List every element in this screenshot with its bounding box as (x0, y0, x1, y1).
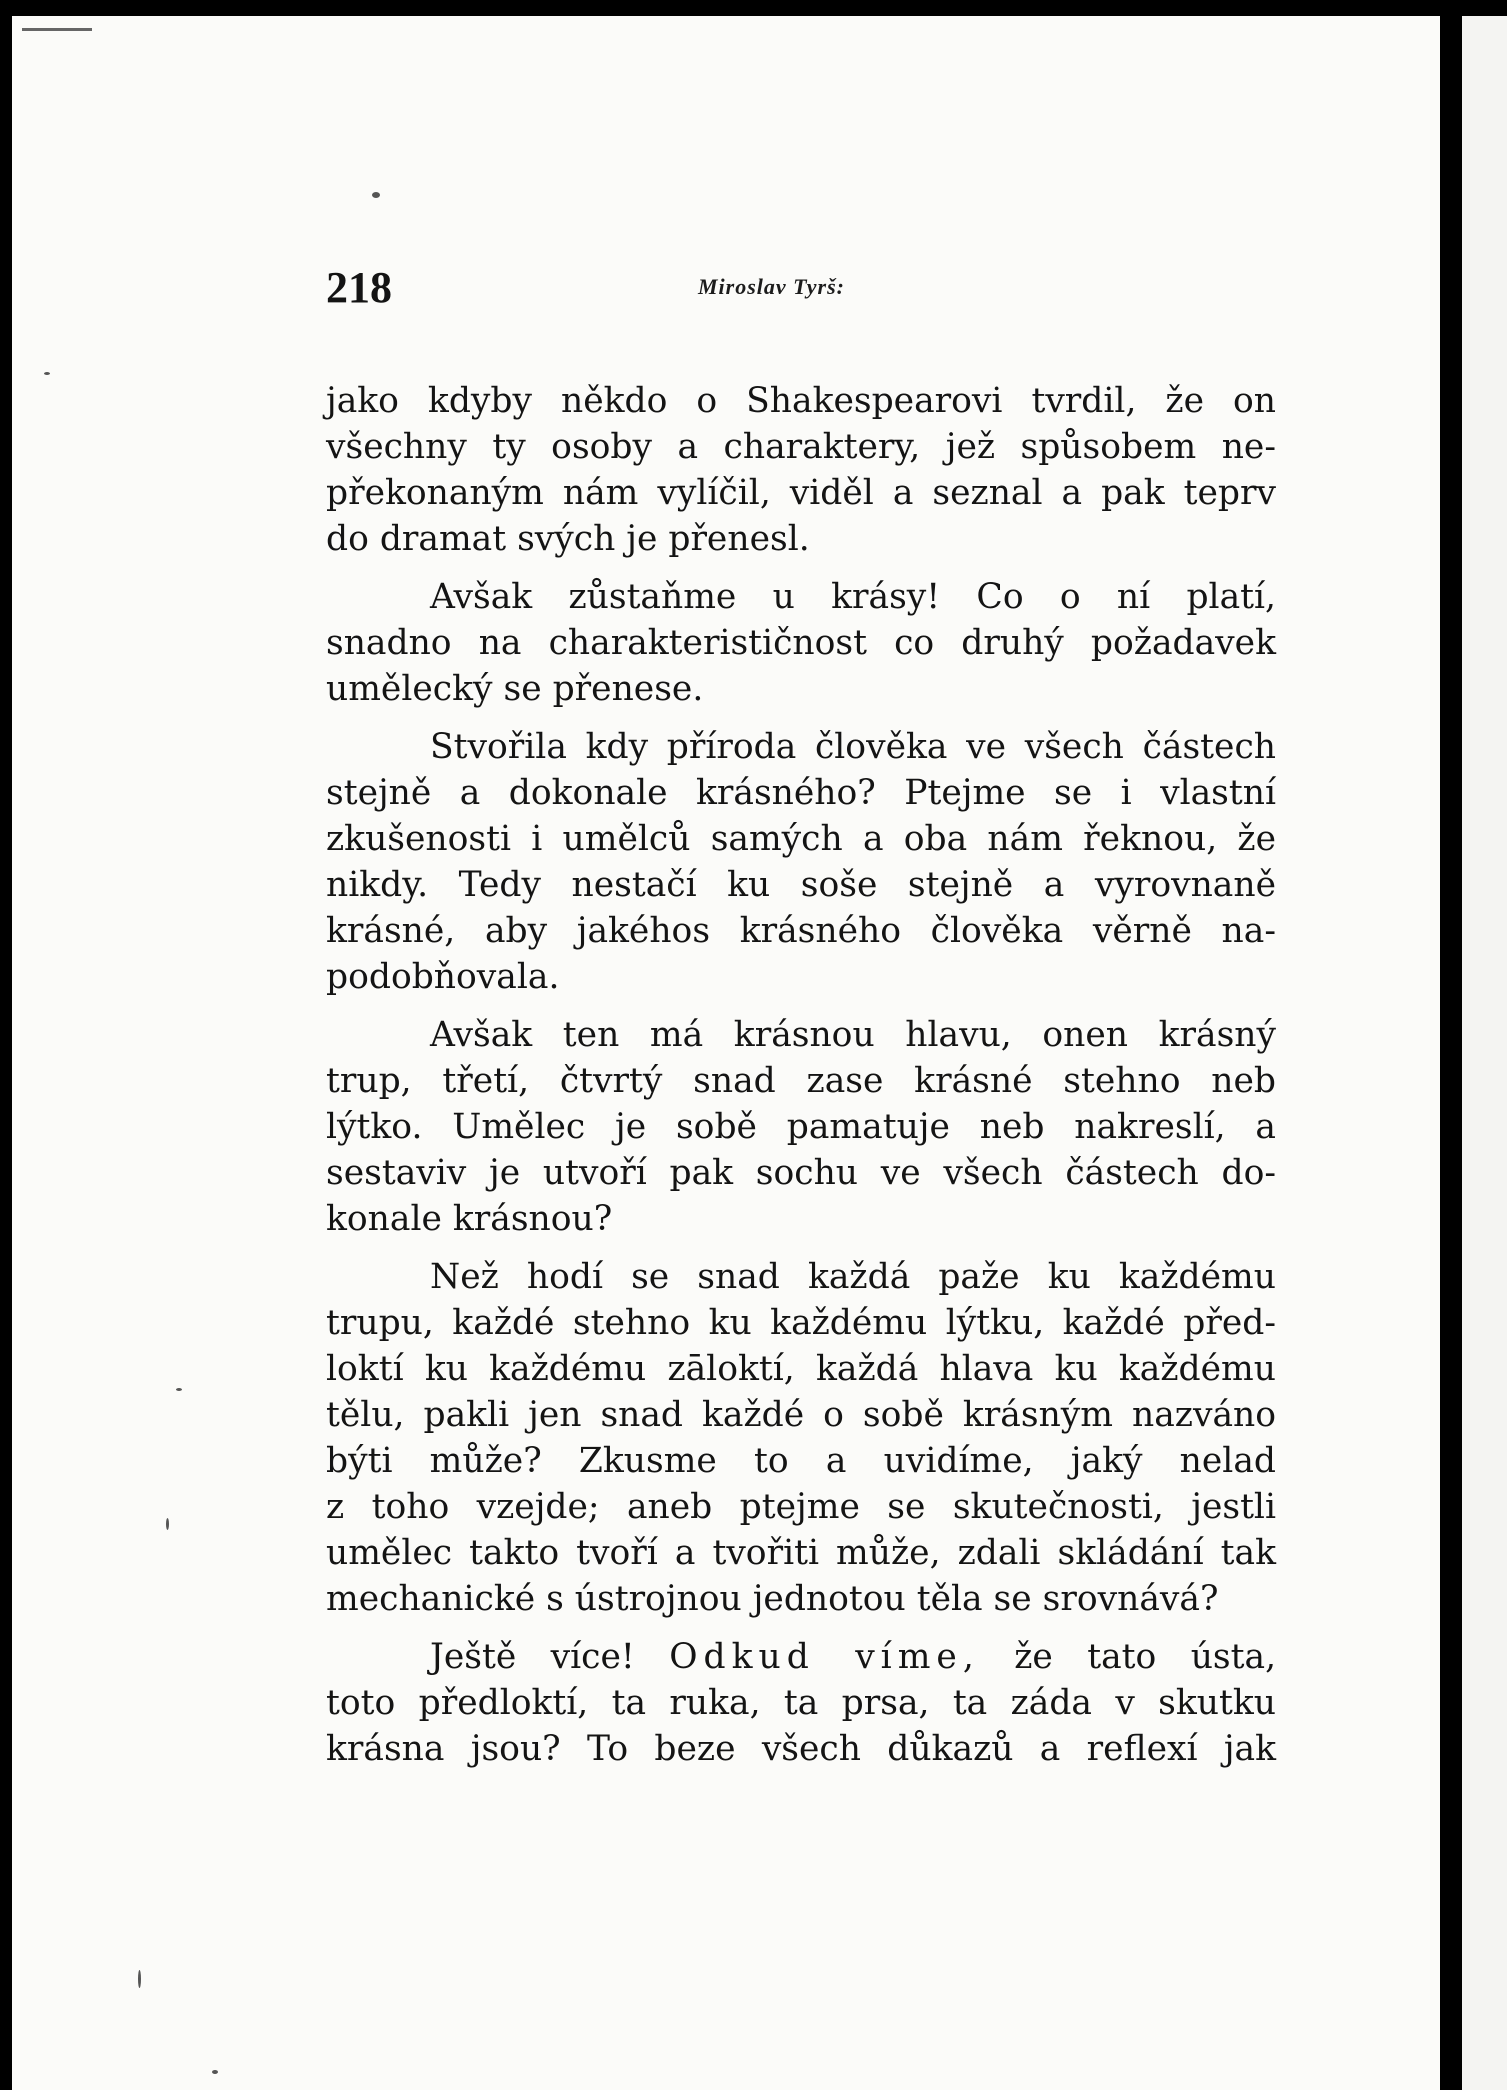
text-line: umělec takto tvoří a tvořiti může, zdali skládání tak (326, 1533, 1276, 1573)
paragraph (326, 1254, 1276, 1622)
text-line: loktí ku každému zāloktí, každá hlava ku každému (326, 1349, 1276, 1389)
text-line: snadno na charakterističnost co druhý požadavek (326, 623, 1276, 663)
scan-speck (372, 192, 380, 198)
text-line: toto předloktí, ta ruka, ta prsa, ta záda v skutku (326, 1683, 1276, 1723)
running-head: Miroslav Tyrš: (698, 274, 846, 299)
text-line: z toho vzejde; aneb ptejme se skutečnosti, jestli (326, 1487, 1276, 1527)
scan-artifact-line (22, 28, 92, 31)
text-line: podobňovala. (326, 957, 560, 997)
text-fragment: že tato ústa, (1014, 1637, 1277, 1677)
text-line: krásné, aby jakéhos krásného člověka věrně na- (326, 911, 1276, 951)
text-line: překonaným nám vylíčil, viděl a seznal a pak teprv (326, 473, 1276, 513)
scan-speck (166, 1518, 169, 1530)
body-text (326, 378, 1276, 1784)
text-line: konale krásnou? (326, 1199, 613, 1239)
paragraph (326, 1634, 1276, 1772)
text-line: sestaviv je utvoří pak sochu ve všech částech do- (326, 1153, 1276, 1193)
text-line: stejně a dokonale krásného? Ptejme se i vlastní (326, 773, 1276, 813)
text-line: Než hodí se snad každá paže ku každému (430, 1257, 1276, 1297)
text-line: umělecký se přenese. (326, 669, 704, 709)
text-line: mechanické s ústrojnou jednotou těla se srovnává? (326, 1579, 1219, 1619)
text-line: zkušenosti i umělců samých a oba nám řeknou, že (326, 819, 1276, 859)
text-line: trupu, každé stehno ku každému lýtku, každé před- (326, 1303, 1276, 1343)
page-number: 218 (326, 263, 392, 312)
text-line: Stvořila kdy příroda člověka ve všech částech (430, 727, 1276, 767)
scan-speck (212, 2070, 218, 2074)
paragraph (326, 574, 1276, 712)
text-line: Avšak zůstaňme u krásy! Co o ní platí, (430, 577, 1276, 617)
text-line: Avšak ten má krásnou hlavu, onen krásný (430, 1015, 1276, 1055)
text-fragment: Ještě více! (430, 1637, 635, 1677)
scan-speck (176, 1388, 182, 1391)
page-header (326, 262, 1276, 322)
text-line: nikdy. Tedy nestačí ku soše stejně a vyrovnaně (326, 865, 1276, 905)
text-line: jako kdyby někdo o Shakespearovi tvrdil, že on (326, 381, 1276, 421)
text-line (326, 1634, 1276, 1680)
text-line: lýtko. Umělec je sobě pamatuje neb nakreslí, a (326, 1107, 1276, 1147)
text-line: krásna jsou? To beze všech důkazů a reflexí jak (326, 1729, 1276, 1769)
text-line: všechny ty osoby a charaktery, jež spůsobem ne- (326, 427, 1276, 467)
paragraph (326, 1012, 1276, 1242)
paragraph (326, 378, 1276, 562)
text-line: býti může? Zkusme to a uvidíme, jaký nelad (326, 1441, 1276, 1481)
scan-speck (44, 372, 50, 375)
paragraph (326, 724, 1276, 1000)
scan-speck (138, 1970, 141, 1988)
adjacent-page-edge (1462, 16, 1507, 2090)
emphasized-phrase: Odkud víme, (669, 1637, 980, 1677)
text-line: tělu, pakli jen snad každé o sobě krásným nazváno (326, 1395, 1276, 1435)
text-line: trup, třetí, čtvrtý snad zase krásné stehno neb (326, 1061, 1276, 1101)
text-line: do dramat svých je přenesl. (326, 519, 810, 559)
